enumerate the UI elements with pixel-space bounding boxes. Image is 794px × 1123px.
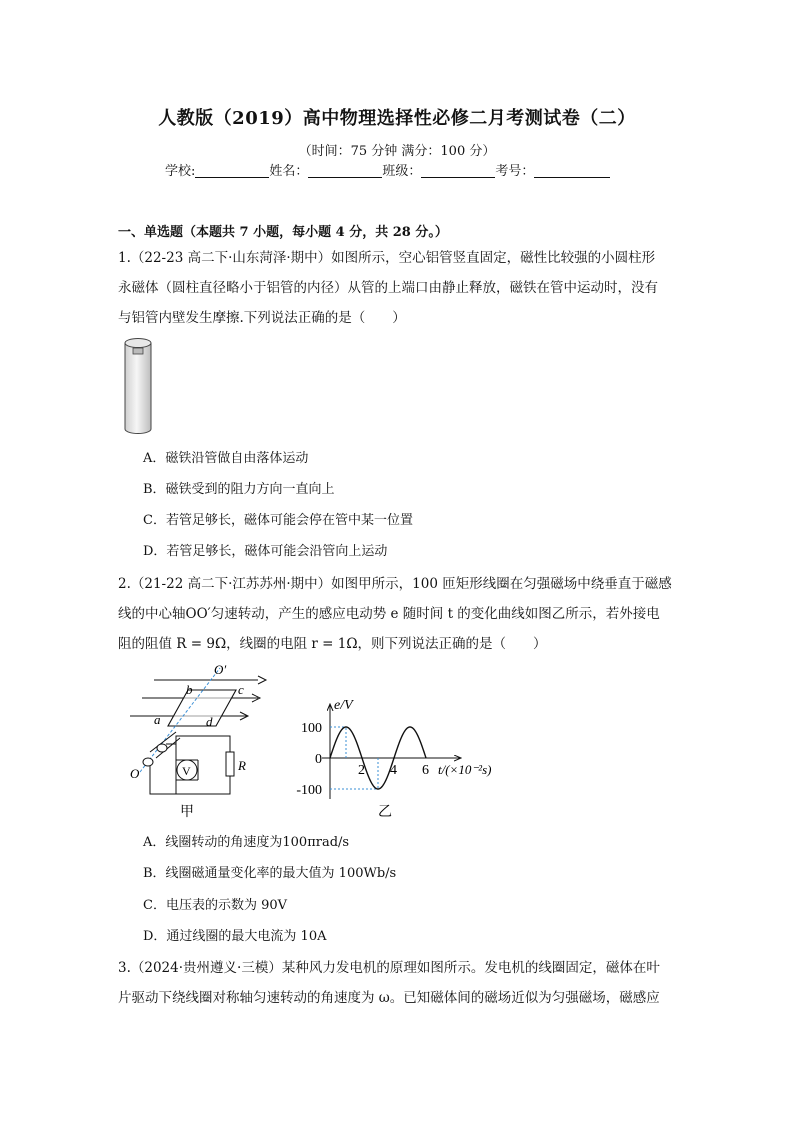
question-2-line-1: 2.（21-22 高二下·江苏苏州·期中）如图甲所示，100 匝矩形线圈在匀强磁场中绕垂直于磁感 xyxy=(118,576,672,592)
chart-y-tick-label: -100 xyxy=(296,783,322,798)
question-1-option-c[interactable]: C．若管足够长，磁体可能会停在管中某一位置 xyxy=(143,513,413,528)
voltmeter-label: V xyxy=(182,764,191,778)
corner-b-label: b xyxy=(186,682,193,697)
exam-subtitle: （时间：75 分钟 满分：100 分） xyxy=(298,144,496,159)
chart-x-tick-label: 2 xyxy=(358,763,365,778)
chart-y-tick-label: 100 xyxy=(301,721,322,736)
question-2-option-c[interactable]: C．电压表的示数为 90V xyxy=(143,898,288,913)
chart-x-tick-label: 6 xyxy=(422,763,429,778)
question-1-option-d[interactable]: D．若管足够长，磁体可能会沿管向上运动 xyxy=(143,544,388,559)
number-label: 考号： xyxy=(495,164,535,179)
resistor-label: R xyxy=(238,758,246,773)
question-1-line-3: 与铝管内壁发生摩擦.下列说法正确的是（ ） xyxy=(118,310,406,326)
corner-c-label: c xyxy=(238,682,244,697)
school-label: 学校: xyxy=(165,164,196,179)
emf-time-chart xyxy=(290,672,520,822)
question-3-line-1: 3.（2024·贵州遵义·三模）某种风力发电机的原理如图所示。发电机的线圈固定，磁体在叶 xyxy=(118,960,660,976)
aluminum-tube-figure xyxy=(120,334,160,438)
name-blank[interactable] xyxy=(308,163,382,178)
question-2-option-a[interactable]: A．线圈转动的角速度为100πrad/s xyxy=(143,835,350,850)
question-1-line-2: 永磁体（圆柱直径略小于铝管的内径）从管的上端口由静止释放，磁铁在管中运动时，没有 xyxy=(118,280,658,296)
question-2-option-d[interactable]: D．通过线圈的最大电流为 10A xyxy=(143,929,327,944)
school-blank[interactable] xyxy=(195,163,269,178)
magnet-icon xyxy=(133,348,143,354)
number-blank[interactable] xyxy=(534,163,610,178)
student-info-line xyxy=(165,160,610,179)
coil-generator-figure xyxy=(120,660,280,822)
corner-d-label: d xyxy=(206,714,213,729)
axis-o-prime-label: O′ xyxy=(214,662,227,677)
question-1-option-b[interactable]: B．磁铁受到的阻力方向一直向上 xyxy=(143,482,335,497)
section-heading: 一、单选题（本题共 7 小题，每小题 4 分，共 28 分。） xyxy=(118,225,448,240)
question-1-line-1: 1.（22-23 高二下·山东菏泽·期中）如图所示，空心铝管竖直固定，磁性比较强的小圆柱形 xyxy=(118,250,656,266)
figure-jia-caption: 甲 xyxy=(180,805,194,820)
question-3-stem xyxy=(118,953,688,1013)
question-2-line-2: 线的中心轴OO′匀速转动，产生的感应电动势 e 随时间 t 的变化曲线如图乙所示，若外接电 xyxy=(118,606,660,622)
question-2-line-3: 阻的阻值 R = 9Ω，线圈的电阻 r = 1Ω，则下列说法正确的是（ ） xyxy=(118,636,547,652)
chart-x-tick-label: 4 xyxy=(390,763,397,778)
chart-x-label: t/(×10⁻²s) xyxy=(438,762,492,777)
question-1-option-a[interactable]: A．磁铁沿管做自由落体运动 xyxy=(143,451,309,466)
class-blank[interactable] xyxy=(421,163,495,178)
chart-y-tick-label: 0 xyxy=(315,752,322,767)
question-1-stem xyxy=(118,243,688,333)
question-3-line-2: 片驱动下绕线圈对称轴匀速转动的角速度为 ω。已知磁体间的磁场近似为匀强磁场，磁感应 xyxy=(118,990,660,1006)
question-2-option-b[interactable]: B．线圈磁通量变化率的最大值为 100Wb/s xyxy=(143,866,397,881)
axis-o-label: O xyxy=(130,766,140,781)
question-2-stem xyxy=(118,569,688,659)
exam-title: 人教版（2019）高中物理选择性必修二月考测试卷（二） xyxy=(158,108,636,129)
name-label: 姓名： xyxy=(269,164,309,179)
corner-a-label: a xyxy=(154,712,161,727)
resistor-icon xyxy=(226,752,234,776)
chart-y-label: e/V xyxy=(334,698,353,713)
figure-yi-caption: 乙 xyxy=(378,805,392,820)
class-label: 班级： xyxy=(382,164,422,179)
